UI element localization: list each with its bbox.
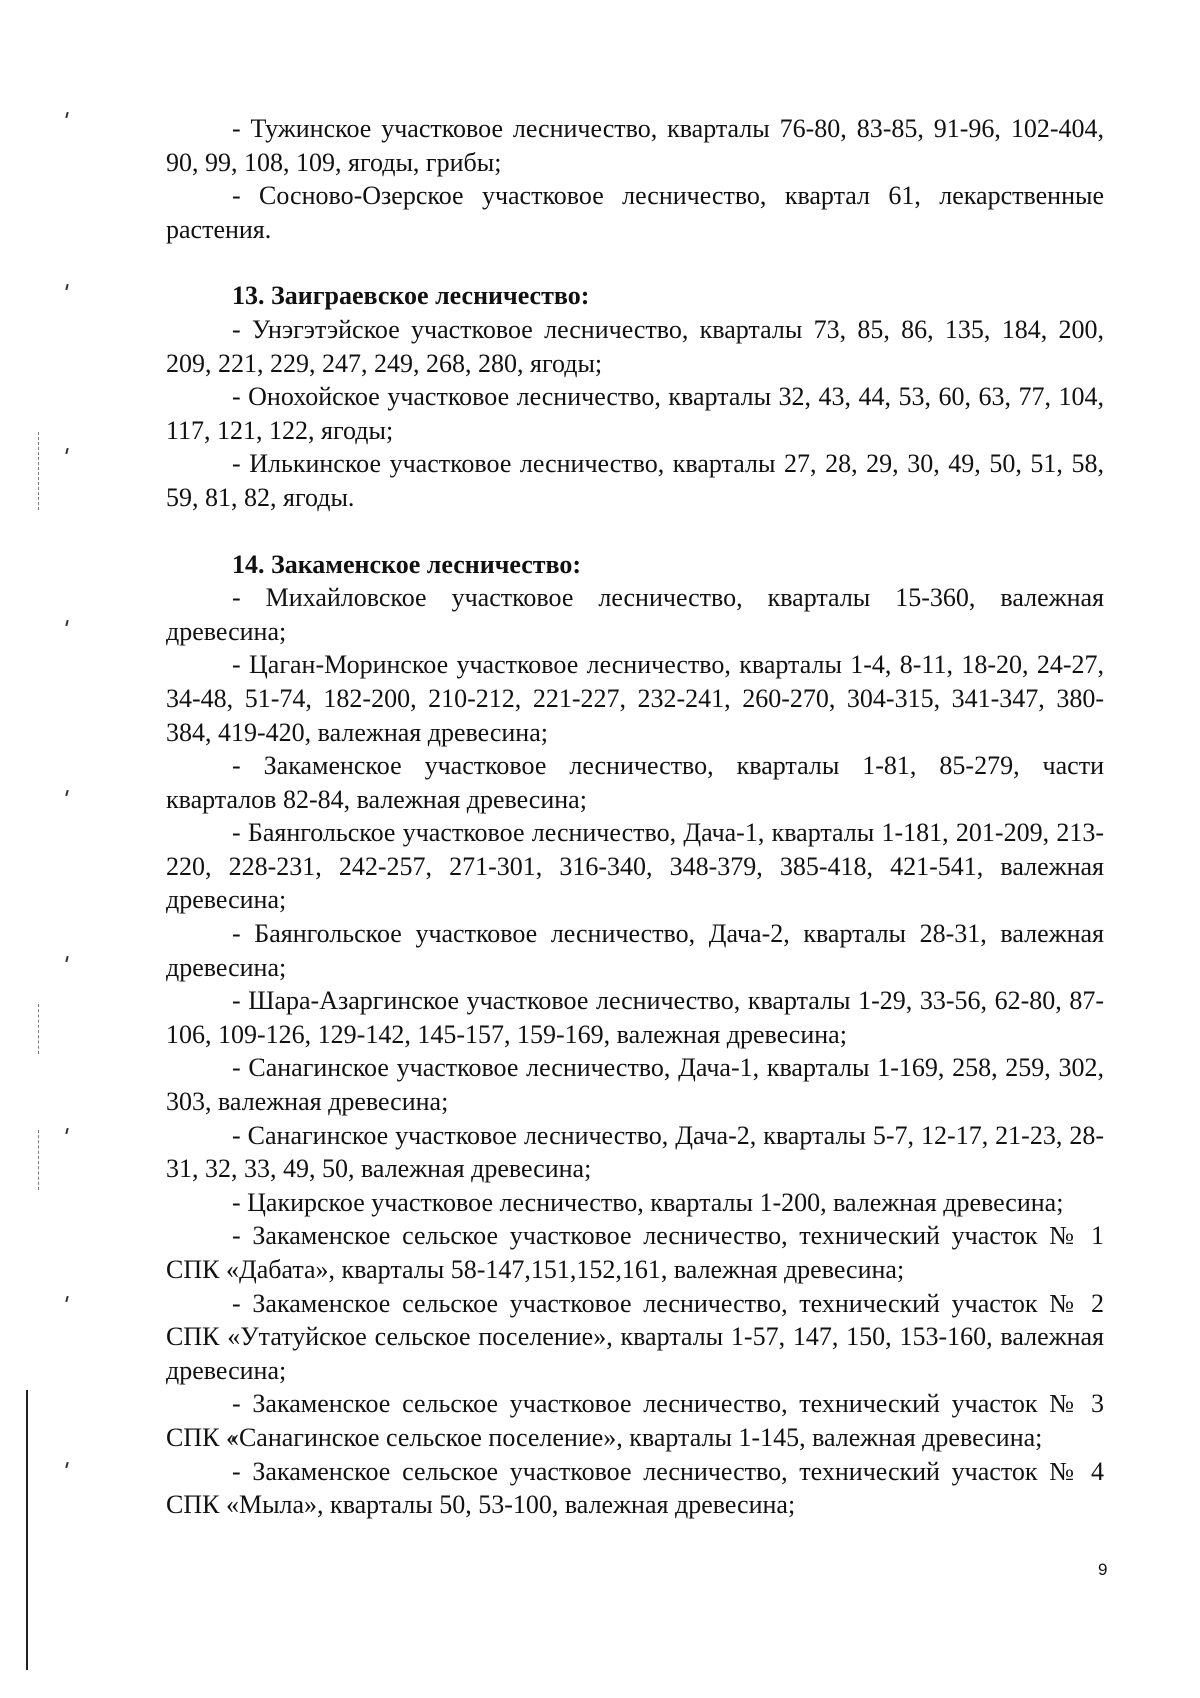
scan-edge-line <box>38 1130 39 1190</box>
list-item: - Онохойское участковое лесничество, кварталы 32, 43, 44, 53, 60, 63, 77, 104, 117, 121, 122, ягоды; <box>166 382 1104 445</box>
scan-speck <box>65 1128 68 1134</box>
scan-speck <box>65 790 68 796</box>
scan-edge-line <box>26 1390 28 1670</box>
list-item: - Закаменское сельское участковое лесничество, технический участок № 2 СПК «Утатуйское сельское поселение», кварталы 1-57, 147, 150, 153-160, валежная древесина; <box>166 1288 1104 1385</box>
list-item: - Цаган-Моринское участковое лесничество, кварталы 1-4, 8-11, 18-20, 24-27, 34-48, 51-74, 182-200, 210-212, 221-227, 232-241, 260-270, 304-315, 341-347, 380-384, 419-420, валежная древесина; <box>166 650 1104 747</box>
scan-speck <box>65 112 68 118</box>
list-item: - Баянгольское участковое лесничество, Дача-1, кварталы 1-181, 201-209, 213-220, 228-231, 242-257, 271-301, 316-340, 348-379, 385-418, 421-541, валежная древесина; <box>166 818 1104 915</box>
list-item: - Шара-Азаргинское участковое лесничество, кварталы 1-29, 33-56, 62-80, 87-106, 109-126, 129-142, 145-157, 159-169, валежная древесина; <box>166 986 1104 1049</box>
list-item: - Илькинское участковое лесничество, кварталы 27, 28, 29, 30, 49, 50, 51, 58, 59, 81, 82, ягоды. <box>166 449 1104 512</box>
scan-speck <box>65 1296 68 1302</box>
list-item: - Закаменское сельское участковое лесничество, технический участок № 1 СПК «Дабата», кварталы 58-147,151,152,161, валежная древесина; <box>166 1221 1104 1284</box>
document-body <box>166 112 1104 1522</box>
list-item: - Сосново-Озерское участковое лесничество, квартал 61, лекарственные растения. <box>166 181 1104 244</box>
list-item: - Закаменское сельское участковое лесничество, технический участок № 3 СПК «Санагинское сельское поселение», кварталы 1-145, валежная древесина; <box>166 1389 1104 1452</box>
scan-edge-line <box>38 432 39 510</box>
page-number: 9 <box>1098 1560 1108 1579</box>
list-item: - Санагинское участковое лесничество, Дача-2, кварталы 5-7, 12-17, 21-23, 28-31, 32, 33, 49, 50, валежная древесина; <box>166 1120 1104 1184</box>
list-item: - Михайловское участковое лесничество, кварталы 15-360, валежная древесина; <box>166 583 1104 646</box>
scan-edge-line <box>38 1004 39 1054</box>
list-item: - Тужинское участковое лесничество, кварталы 76-80, 83-85, 91-96, 102-404, 90, 99, 108, 109, ягоды, грибы; <box>166 114 1104 177</box>
list-item: - Унэгэтэйское участковое лесничество, кварталы 73, 85, 86, 135, 184, 200, 209, 221, 229, 247, 249, 268, 280, ягоды; <box>166 314 1104 378</box>
scan-speck <box>65 620 68 626</box>
scan-speck <box>65 1462 68 1468</box>
list-item: - Баянгольское участковое лесничество, Дача-2, кварталы 28-31, валежная древесина; <box>166 919 1104 982</box>
section-heading-13: 13. Заиграевское лесничество: <box>232 281 590 311</box>
list-item: - Цакирское участковое лесничество, кварталы 1-200, валежная древесина; <box>232 1187 1064 1217</box>
list-item: - Закаменское участковое лесничество, кварталы 1-81, 85-279, части кварталов 82-84, валежная древесина; <box>166 751 1104 814</box>
list-item: - Санагинское участковое лесничество, Дача-1, кварталы 1-169, 258, 259, 302, 303, валежная древесина; <box>166 1053 1104 1117</box>
scan-speck <box>65 448 68 454</box>
list-item: - Закаменское сельское участковое лесничество, технический участок № 4 СПК «Мыла», кварталы 50, 53-100, валежная древесина; <box>166 1456 1104 1520</box>
scan-speck <box>65 284 68 290</box>
section-heading-14: 14. Закаменское лесничество: <box>232 549 582 579</box>
scan-speck <box>65 956 68 962</box>
